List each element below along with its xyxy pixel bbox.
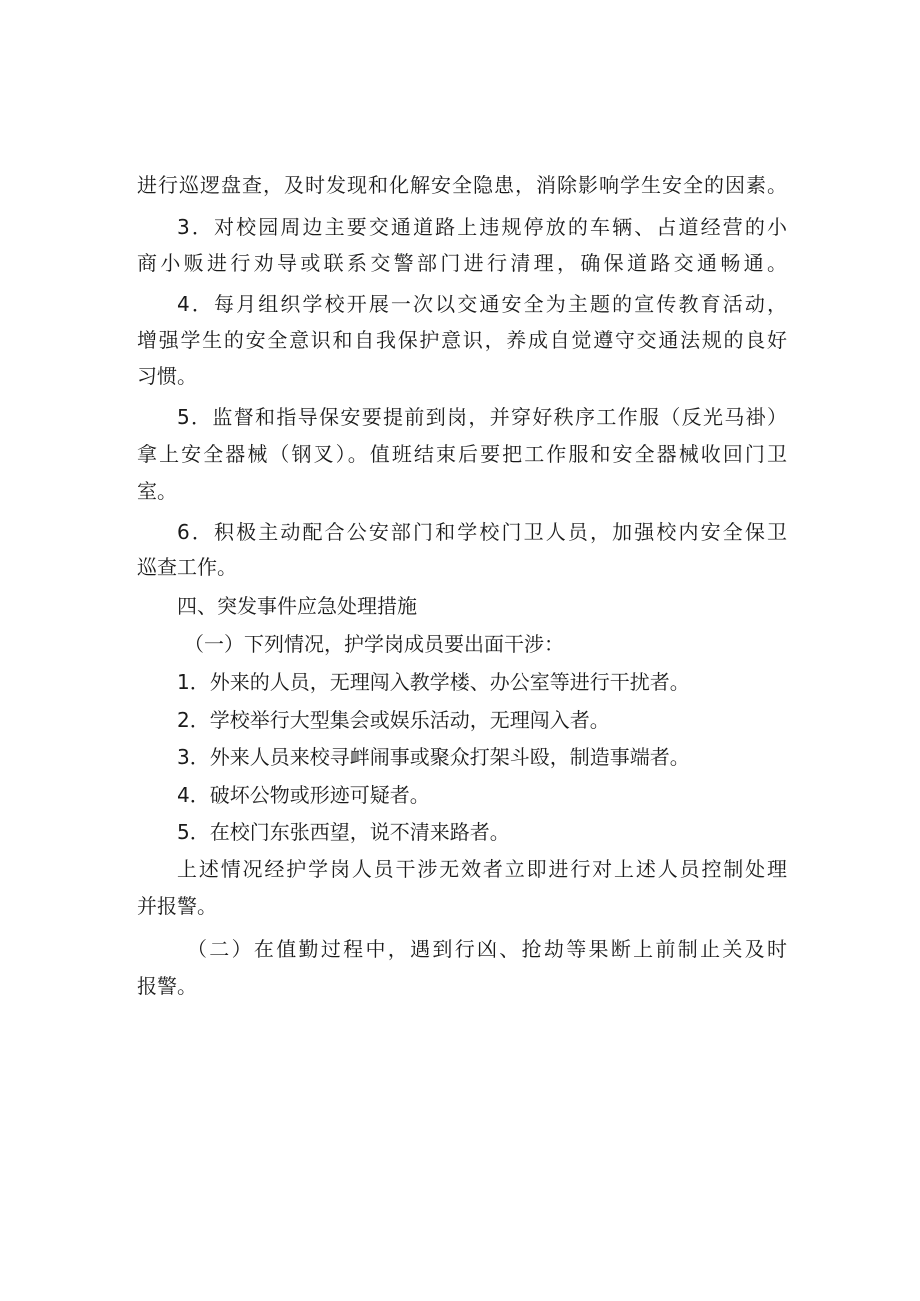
list-item-3-line-2: 商小贩进行劝导或联系交警部门进行清理，确保道路交通畅通。 <box>137 251 787 275</box>
list-item-5-line-1: 5．监督和指导保安要提前到岗，并穿好秩序工作服（反光马褂） <box>177 405 787 429</box>
summary-line-1: 上述情况经护学岗人员干涉无效者立即进行对上述人员控制处理 <box>177 857 787 881</box>
case-item-4: 4．破坏公物或形迹可疑者。 <box>177 783 430 807</box>
subsection-heading-2-line-2: 报警。 <box>137 974 197 998</box>
list-item-5-line-2: 拿上安全器械（钢叉）。值班结束后要把工作服和安全器械收回门卫 <box>137 442 787 466</box>
case-item-1: 1．外来的人员，无理闯入教学楼、办公室等进行干扰者。 <box>177 670 690 694</box>
section-heading: 四、突发事件应急处理措施 <box>177 594 417 618</box>
list-item-5-line-3: 室。 <box>137 479 177 503</box>
summary-line-2: 并报警。 <box>137 894 217 918</box>
list-item-3-line-1: 3．对校园周边主要交通道路上违规停放的车辆、占道经营的小 <box>177 215 787 239</box>
subsection-heading-2-line-1: （二）在值勤过程中，遇到行凶、抢劫等果断上前制止关及时 <box>187 937 787 961</box>
list-item-6-line-2: 巡查工作。 <box>137 555 237 579</box>
case-item-2: 2．学校举行大型集会或娱乐活动，无理闯入者。 <box>177 708 610 732</box>
list-item-4-line-1: 4．每月组织学校开展一次以交通安全为主题的宣传教育活动， <box>177 292 787 316</box>
list-item-4-line-3: 习惯。 <box>137 364 197 388</box>
paragraph-line: 进行巡逻盘查，及时发现和化解安全隐患，消除影响学生安全的因素。 <box>137 173 787 197</box>
list-item-4-line-2: 增强学生的安全意识和自我保护意识，养成自觉遵守交通法规的良好 <box>137 328 787 352</box>
list-item-6-line-1: 6．积极主动配合公安部门和学校门卫人员，加强校内安全保卫 <box>177 520 787 544</box>
case-item-5: 5．在校门东张西望，说不清来路者。 <box>177 820 510 844</box>
subsection-heading-1: （一）下列情况，护学岗成员要出面干涉： <box>184 632 564 656</box>
case-item-3: 3．外来人员来校寻衅闹事或聚众打架斗殴，制造事端者。 <box>177 745 690 769</box>
